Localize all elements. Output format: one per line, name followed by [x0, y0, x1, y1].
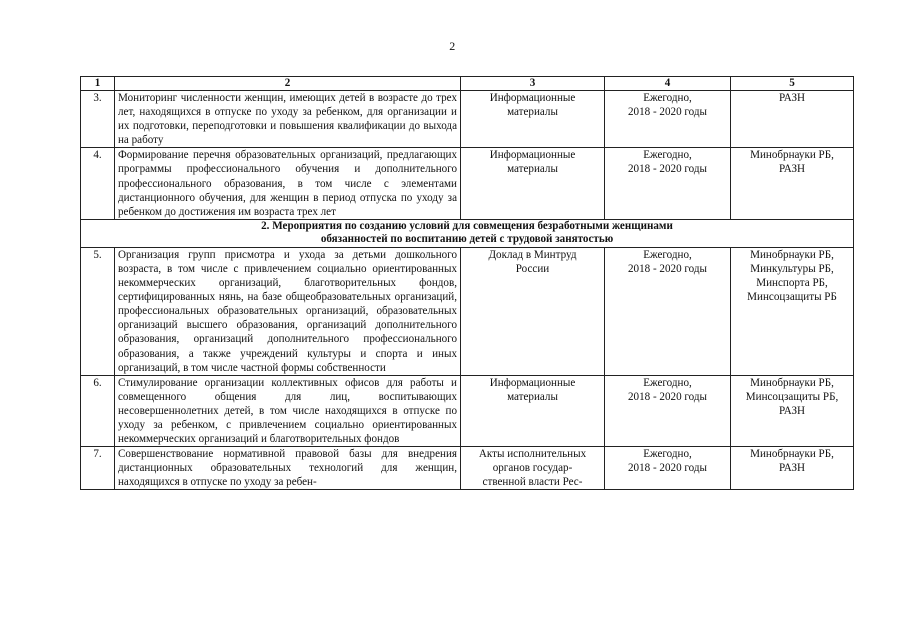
- responsible-executors-line: Минобрнауки РБ,: [750, 376, 834, 389]
- section-title-line: обязанностей по воспитанию детей с трудовой занятостью: [320, 233, 614, 246]
- result-document-line: России: [515, 262, 550, 275]
- deadline: [605, 447, 731, 490]
- deadline-line: Ежегодно,: [643, 92, 692, 104]
- deadline: [605, 375, 731, 446]
- result-document-line: Акты исполнительных: [478, 448, 587, 461]
- item-number: 3.: [81, 91, 115, 148]
- deadline-line: Ежегодно,: [643, 149, 692, 162]
- result-document-line: органов государ-: [492, 462, 573, 475]
- table-row: [81, 247, 854, 375]
- responsible-executors: [731, 375, 854, 446]
- measure-description: Стимулирование организации коллективных офисов для работы и совмещенного общения для лиц, воспитывающих несовершеннолетних детей, в том числе находящихся в отпуске по уходу за ребенком, с привлечением социально ориентированных некоммерческих организаций и благотворительных фондов: [115, 375, 461, 446]
- table-row: [81, 375, 854, 446]
- responsible-executors-line: РАЗН: [778, 92, 806, 104]
- column-header: 5: [731, 77, 854, 91]
- measure-description: Мониторинг численности женщин, имеющих детей в возрасте до трех лет, находящихся в отпуске по уходу за ребенком, для организации и их подготовки, переподготовки и повышения квалификации до выхода на работу: [115, 91, 461, 148]
- responsible-executors: [731, 247, 854, 375]
- column-header: 3: [461, 77, 605, 91]
- deadline-line: Ежегодно,: [643, 376, 692, 389]
- action-plan-table: [80, 76, 854, 490]
- column-header: 2: [115, 77, 461, 91]
- result-document: [461, 91, 605, 148]
- responsible-executors: [731, 148, 854, 219]
- responsible-executors-line: РАЗН: [778, 404, 806, 417]
- deadline: [605, 148, 731, 219]
- deadline-line: 2018 - 2020 годы: [628, 163, 707, 176]
- responsible-executors-line: Минсоцзащиты РБ,: [745, 390, 839, 403]
- responsible-executors: [731, 447, 854, 490]
- deadline-line: 2018 - 2020 годы: [628, 262, 707, 275]
- result-document-line: Доклад в Минтруд: [488, 248, 577, 261]
- column-header: 1: [81, 77, 115, 91]
- item-number: 4.: [81, 148, 115, 219]
- result-document: [461, 247, 605, 375]
- result-document-line: Информационные: [489, 149, 576, 162]
- deadline-line: Ежегодно,: [643, 248, 692, 261]
- item-number: 5.: [81, 247, 115, 375]
- deadline-line: 2018 - 2020 годы: [628, 106, 707, 119]
- responsible-executors: [731, 91, 854, 148]
- result-document-line: Информационные: [489, 92, 576, 104]
- result-document-line: Информационные: [489, 376, 576, 389]
- page-number: 2: [449, 39, 456, 53]
- table-row: [81, 91, 854, 148]
- result-document-line: ственной власти Рес-: [482, 476, 583, 489]
- column-header: 4: [605, 77, 731, 91]
- measure-description: Совершенствование нормативной правовой базы для внедрения дистанционных образовательных технологий для женщин, находящихся в отпуске по уходу за ребен-: [115, 447, 461, 490]
- deadline-line: 2018 - 2020 годы: [628, 462, 707, 475]
- responsible-executors-line: Минсоцзащиты РБ: [747, 291, 837, 304]
- responsible-executors-line: Минобрнауки РБ,: [750, 448, 834, 461]
- result-document-line: материалы: [507, 163, 558, 176]
- item-number: 6.: [81, 375, 115, 446]
- result-document-line: материалы: [507, 390, 558, 403]
- section-header-row: [81, 219, 854, 247]
- responsible-executors-line: Минспорта РБ,: [756, 277, 828, 290]
- section-title: [81, 219, 854, 247]
- table-row: [81, 148, 854, 219]
- deadline: [605, 247, 731, 375]
- responsible-executors-line: РАЗН: [778, 462, 806, 475]
- deadline-line: Ежегодно,: [643, 448, 692, 461]
- responsible-executors-line: РАЗН: [778, 163, 806, 176]
- item-number: 7.: [81, 447, 115, 490]
- table-row: [81, 447, 854, 490]
- section-title-line: 2. Мероприятия по созданию условий для совмещения безработными женщинами: [261, 219, 673, 232]
- deadline-line: 2018 - 2020 годы: [628, 390, 707, 403]
- measure-description: Организация групп присмотра и ухода за детьми дошкольного возраста, в том числе с привлечением социально ориентированных некоммерческих организаций, благотворительных фондов, сертифицированных нянь, на базе общеобразовательных организаций, профессиональных образовательных организаций, образовательных организаций высшего образования, организаций дополнительного образования, организаций дополнительного профессионального образования, а также учреждений культуры и спорта и иных организаций, в том числе частной формы собственности: [115, 247, 461, 375]
- responsible-executors-line: Минобрнауки РБ,: [750, 248, 834, 261]
- result-document: [461, 148, 605, 219]
- responsible-executors-line: Минобрнауки РБ,: [750, 149, 834, 162]
- responsible-executors-line: Минкультуры РБ,: [750, 262, 834, 275]
- measure-description: Формирование перечня образовательных организаций, предлагающих программы профессионального обучения и дополнительного профессионального образования, в том числе с элементами дистанционного обучения, для женщин в период отпуска по уходу за ребенком до достижения им возраста трех лет: [115, 148, 461, 219]
- result-document: [461, 375, 605, 446]
- plan-table-body: [81, 77, 854, 490]
- result-document-line: материалы: [507, 106, 558, 119]
- column-number-row: [81, 77, 854, 91]
- deadline: [605, 91, 731, 148]
- result-document: [461, 447, 605, 490]
